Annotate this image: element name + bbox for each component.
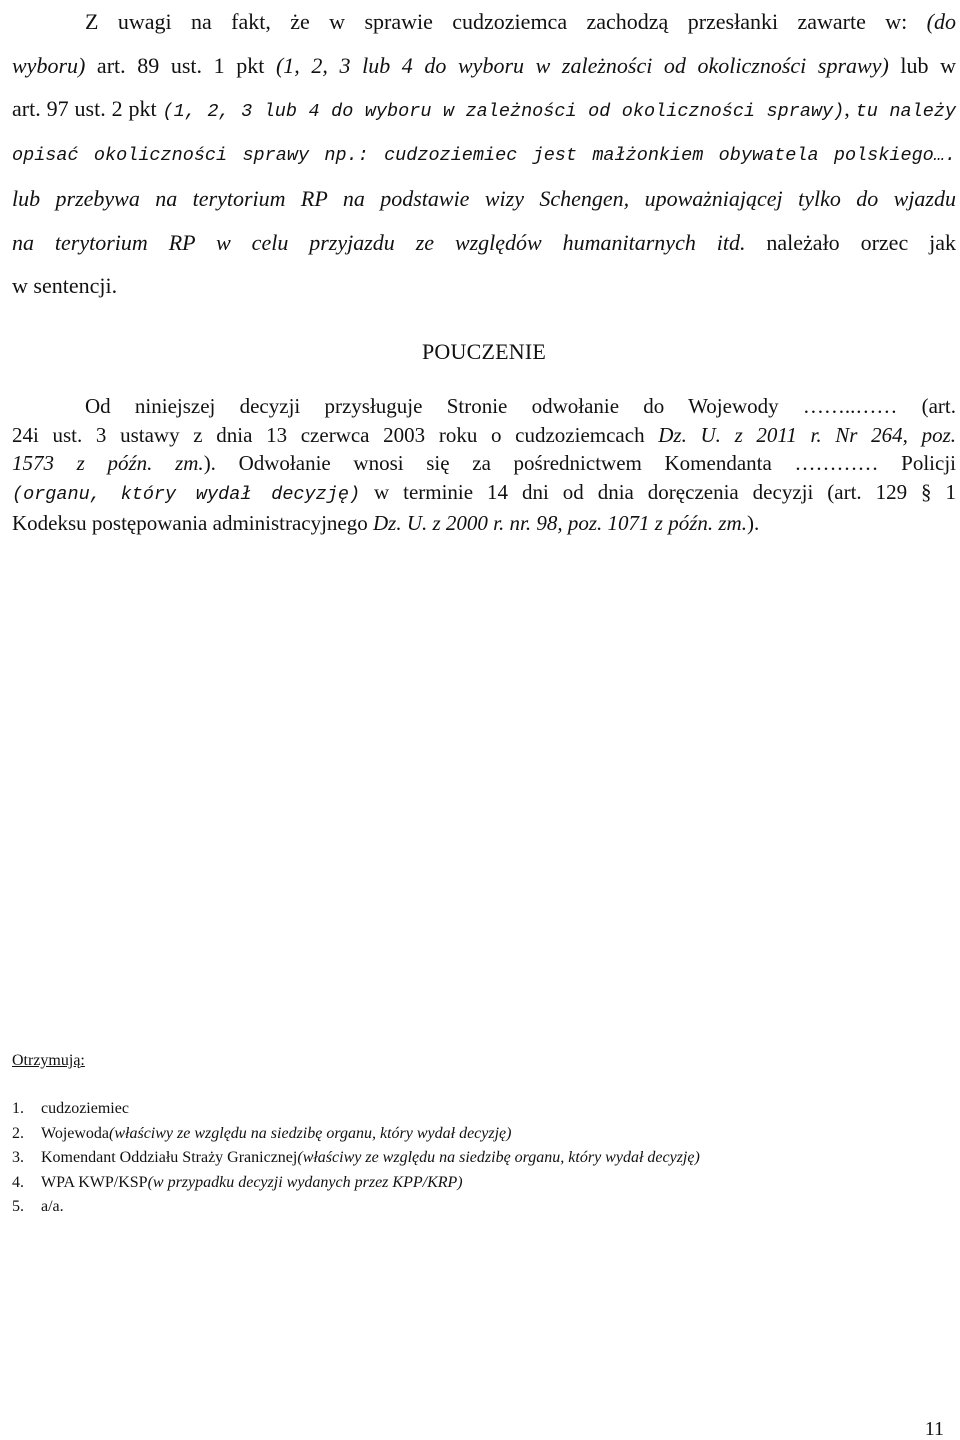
text-run: (1, 2, 3 lub 4 do wyboru w zależności od okoliczności sprawy) (275, 52, 889, 78)
item-note: (właściwy ze względu na siedzibę organu, który wydał decyzję) (297, 1149, 700, 1166)
text-line (12, 177, 956, 221)
text-line (12, 421, 956, 450)
text-line (12, 449, 956, 478)
text-line (12, 87, 956, 134)
text-run: na terytorium RP w celu przyjazdu ze względów humanitarnych itd. (12, 229, 746, 255)
text-line (12, 0, 956, 44)
item-number: 2. (12, 1124, 24, 1142)
item-text: WPA KWP/KSP (41, 1173, 148, 1191)
text-line (12, 221, 956, 265)
text-run: (do (926, 9, 956, 34)
text-run: Od niniejszej decyzji przysługuje Stronie odwołanie do Wojewody ……..…… (art. (85, 394, 956, 418)
text-run: lub przebywa na terytorium RP na podstawie wizy Schengen, upoważniającej tylko do wjazdu (12, 186, 956, 211)
paragraph-instruction (12, 392, 956, 538)
text-run: 24i ust. 3 ustawy z dnia 13 czerwca 2003 roku o cudzoziemcach (12, 422, 659, 447)
item-note: (w przypadku decyzji wydanych przez KPP/KRP) (147, 1173, 463, 1191)
page-number: 11 (924, 1418, 944, 1440)
text-run: ). (746, 511, 760, 535)
text-run: lub w (888, 52, 957, 78)
list-item (12, 1146, 956, 1171)
text-run: (organu, który wydał decyzję) (12, 483, 361, 505)
text-run: (1, 2, 3 lub 4 do wyboru w zależności od okoliczności sprawy) (162, 101, 845, 122)
text-run: art. 89 ust. 1 pkt (85, 52, 276, 78)
section-title: POUCZENIE (421, 339, 546, 364)
text-run: opisać okoliczności sprawy np.: cudzoziemiec jest małżonkiem obywatela polskiego…. (12, 144, 956, 166)
recipients-heading: Otrzymują: (12, 1052, 85, 1069)
list-item (12, 1171, 956, 1196)
text-run: , (844, 96, 856, 121)
item-number: 1. (12, 1100, 24, 1117)
text-line (12, 134, 956, 178)
item-text: a/a. (41, 1198, 64, 1215)
text-line (12, 509, 956, 538)
item-number: 5. (12, 1198, 24, 1215)
item-text: cudzoziemiec (41, 1100, 129, 1117)
list-item (12, 1097, 956, 1122)
recipients-list (12, 1097, 956, 1220)
list-item (12, 1195, 956, 1220)
text-run: ). Odwołanie wnosi się za pośrednictwem Komendanta ………… Policji (203, 451, 956, 475)
text-run: w sentencji. (12, 273, 118, 298)
text-run: 1573 z późn. zm. (12, 451, 204, 475)
text-line (12, 478, 956, 510)
text-run: Z uwagi na fakt, że w sprawie cudzoziemca zachodzą przesłanki zawarte w: (85, 9, 927, 34)
text-run: należało orzec jak (745, 229, 956, 255)
text-run: wyboru) (12, 52, 86, 78)
paragraph-grounds (12, 0, 956, 308)
text-run: Dz. U. z 2000 r. nr. 98, poz. 1071 z późn. zm. (373, 511, 747, 535)
text-run: Kodeksu postępowania administracyjnego (12, 511, 373, 535)
item-number: 3. (12, 1149, 24, 1166)
item-note: (właściwy ze względu na siedzibę organu, który wydał decyzję) (109, 1124, 512, 1142)
item-text: Wojewoda (41, 1124, 110, 1142)
text-run: w terminie 14 dni od dnia doręczenia decyzji (art. 129 § 1 (360, 479, 956, 504)
text-line (12, 392, 956, 421)
text-line (12, 44, 956, 88)
text-run: tu należy (855, 101, 957, 122)
list-item (12, 1122, 956, 1147)
text-line (12, 264, 956, 308)
text-run: Dz. U. z 2011 r. Nr 264, poz. (658, 422, 956, 447)
item-number: 4. (12, 1173, 24, 1191)
item-text: Komendant Oddziału Straży Granicznej (41, 1149, 298, 1166)
text-run: art. 97 ust. 2 pkt (12, 96, 163, 121)
